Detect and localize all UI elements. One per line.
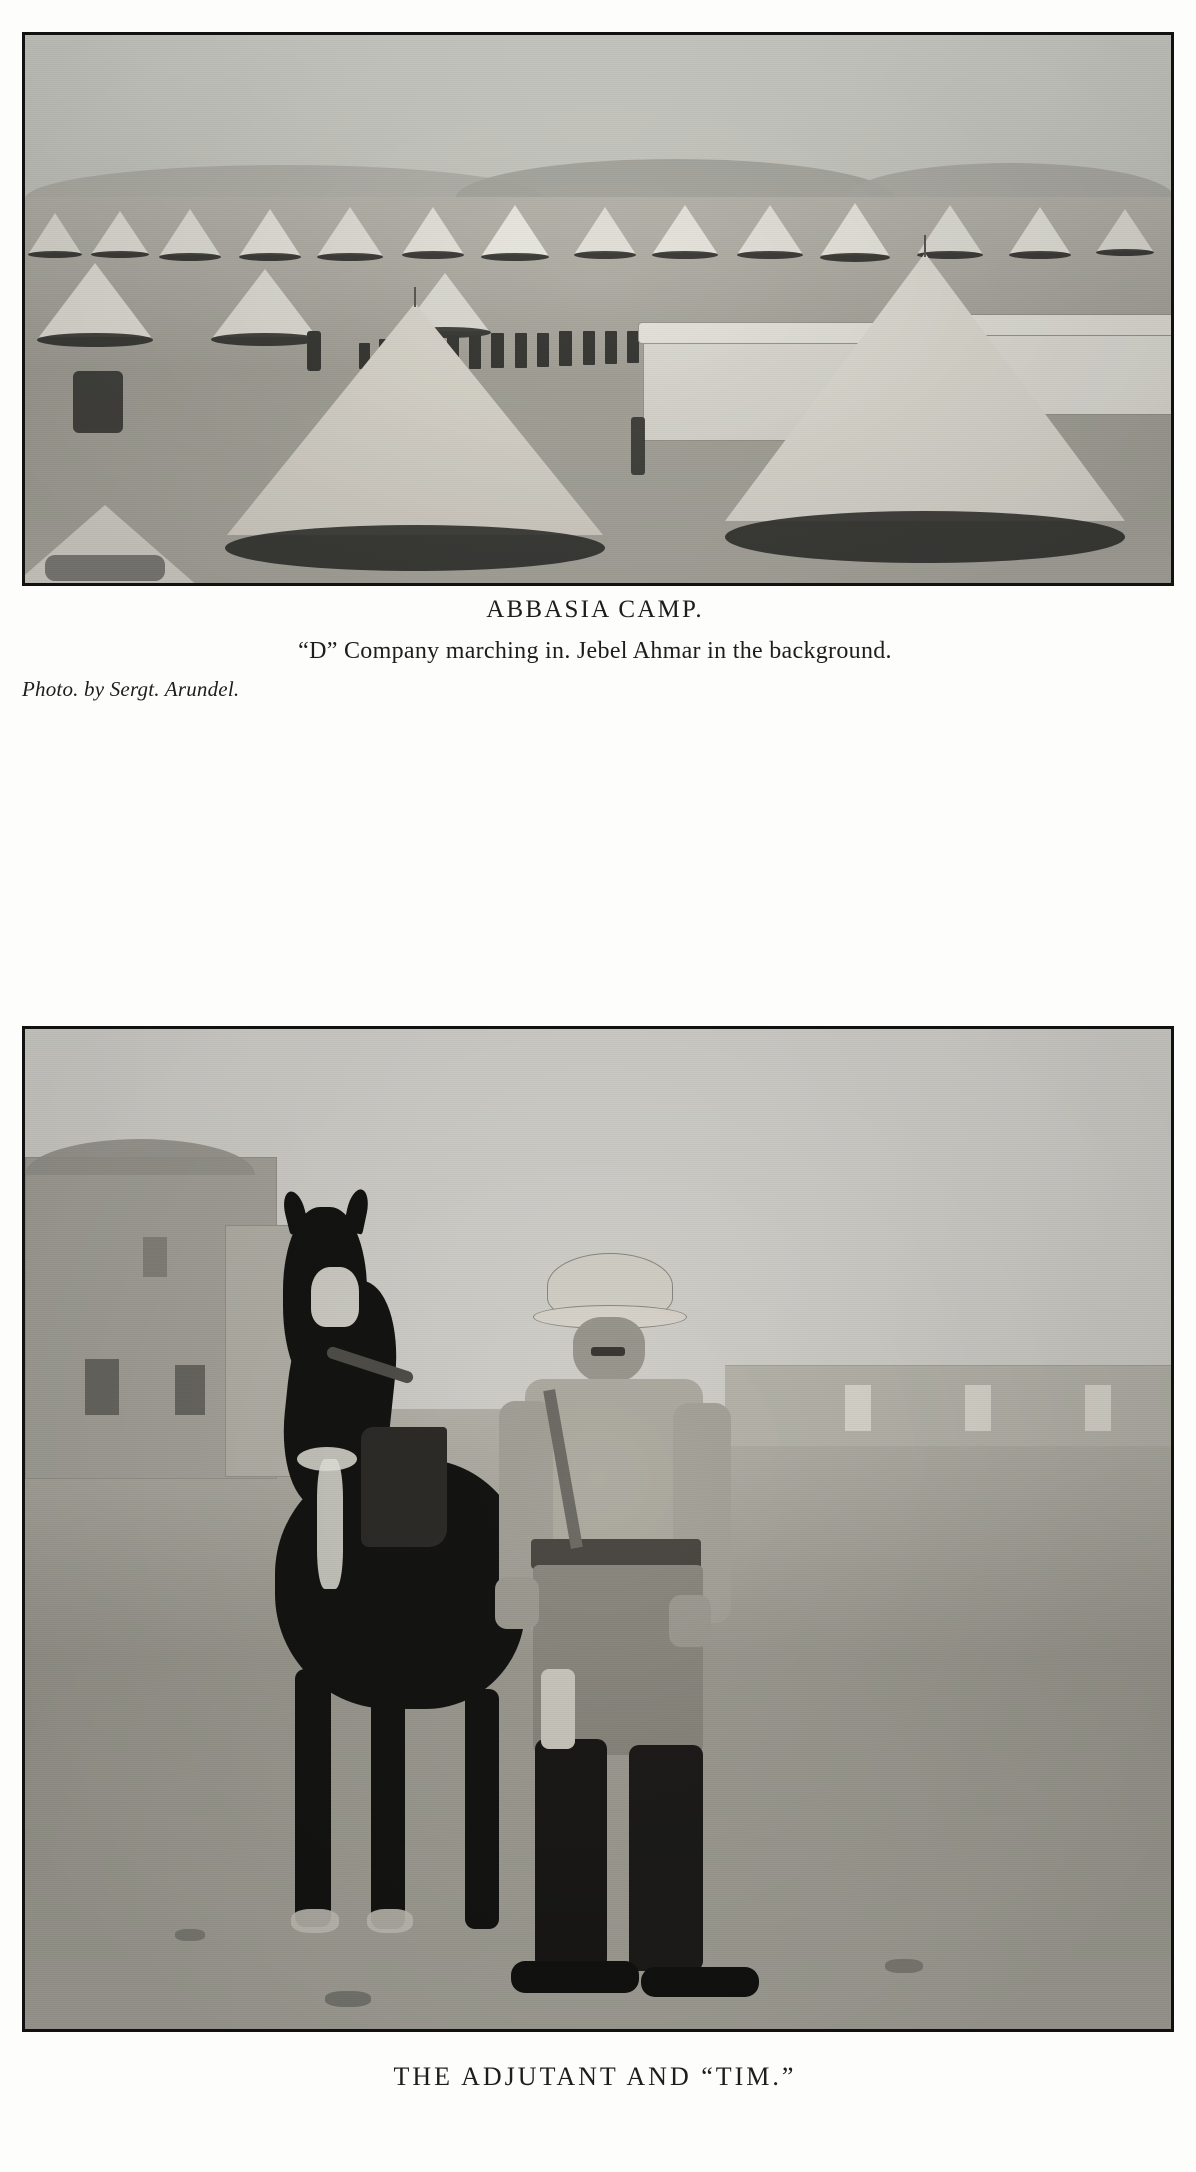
moustache bbox=[591, 1347, 625, 1356]
water-drum bbox=[73, 371, 123, 433]
horse-face-stripe bbox=[317, 1459, 343, 1589]
horse-hoof-right bbox=[367, 1909, 413, 1933]
caption-subtitle: “D” Company marching in. Jebel Ahmar in the background. bbox=[298, 638, 892, 664]
horse-leg-front-right bbox=[371, 1679, 405, 1929]
window bbox=[143, 1237, 167, 1277]
horse-saddle bbox=[361, 1427, 447, 1547]
distant-tent-row bbox=[25, 195, 1171, 255]
window bbox=[1085, 1385, 1111, 1431]
window bbox=[175, 1365, 205, 1415]
hand-left bbox=[495, 1577, 539, 1629]
horse-leg-hind bbox=[465, 1689, 499, 1929]
papers-in-hand bbox=[541, 1669, 575, 1749]
window bbox=[845, 1385, 871, 1431]
photo-adjutant-and-tim bbox=[22, 1026, 1174, 2032]
horse-leg-front-left bbox=[295, 1669, 331, 1927]
barrack-pillar bbox=[225, 1225, 293, 1477]
caption-abbasia-camp bbox=[22, 596, 1168, 702]
horse-blaze bbox=[311, 1267, 359, 1327]
caption-title: ABBASIA CAMP. bbox=[486, 596, 704, 623]
ground-stone bbox=[175, 1929, 205, 1941]
caption-adjutant-and-tim bbox=[22, 2062, 1168, 2092]
boot-sole-left bbox=[511, 1961, 639, 1993]
riding-boot-right bbox=[629, 1745, 703, 1971]
horse-star-marking bbox=[297, 1447, 357, 1471]
riding-boot-left bbox=[535, 1739, 607, 1969]
standing-figure bbox=[631, 417, 645, 475]
photo-abbasia-camp bbox=[22, 32, 1174, 586]
window bbox=[965, 1385, 991, 1431]
ground-stone bbox=[325, 1991, 371, 2007]
hand-right bbox=[669, 1595, 711, 1647]
boot-sole-right bbox=[641, 1967, 759, 1997]
ground-shadow bbox=[45, 555, 165, 581]
trooper bbox=[605, 331, 617, 364]
window bbox=[85, 1359, 119, 1415]
horse-hoof-left bbox=[291, 1909, 339, 1933]
caption-photo-credit: Photo. by Sergt. Arundel. bbox=[22, 677, 240, 701]
ground-stone bbox=[885, 1959, 923, 1973]
caption-title: THE ADJUTANT AND “TIM.” bbox=[393, 2062, 797, 2091]
